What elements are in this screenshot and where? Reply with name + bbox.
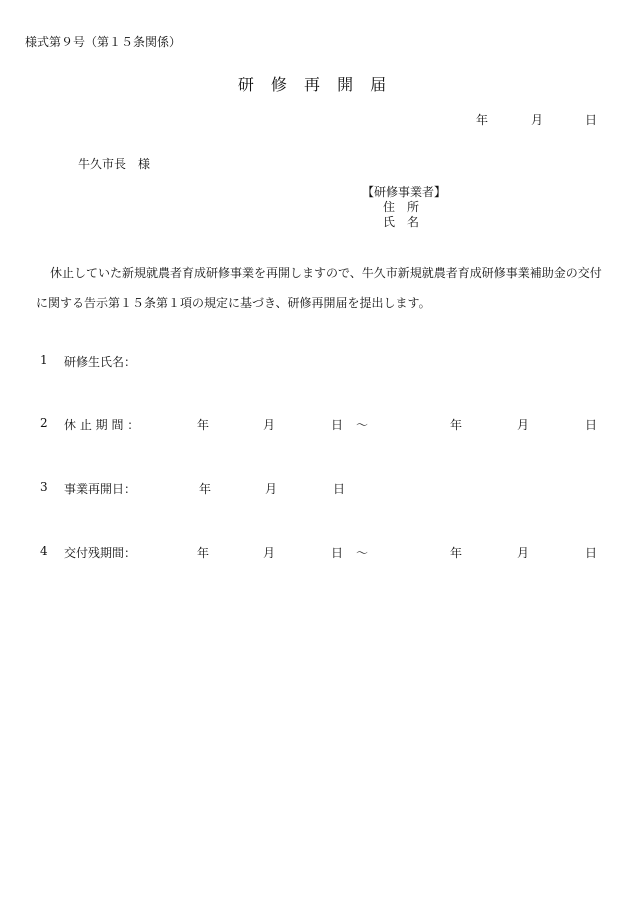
end-year-label: 年	[450, 418, 463, 432]
start-year-label: 年	[197, 418, 210, 432]
range-tilde: ～	[356, 546, 369, 560]
body-paragraph: 休止していた新規就農者育成研修事業を再開しますので、牛久市新規就農者育成研修事業補助金の交付に関する告示第１５条第１項の規定に基づき、研修再開届を提出します。	[36, 266, 602, 310]
item-number: 3	[40, 480, 48, 494]
date-day-label: 日	[585, 113, 598, 127]
document-title: 研 修 再 開 届	[237, 75, 393, 94]
start-year-label: 年	[199, 482, 212, 496]
end-month-label: 月	[517, 418, 530, 432]
end-year-label: 年	[450, 546, 463, 560]
applicant-header: 【研修事業者】	[362, 185, 447, 199]
item-label: 事業再開日：	[64, 482, 137, 496]
applicant-name-label: 氏 名	[383, 215, 420, 229]
item-number: 2	[40, 416, 48, 430]
form-number: 様式第９号（第１５条関係）	[25, 35, 182, 49]
date-month-label: 月	[531, 113, 544, 127]
date-year-label: 年	[476, 113, 489, 127]
start-month-label: 月	[263, 546, 276, 560]
applicant-address-label: 住 所	[383, 200, 420, 214]
start-day-label: 日	[333, 482, 346, 496]
range-tilde: ～	[356, 418, 369, 432]
addressee: 牛久市長 様	[78, 157, 151, 171]
start-day-label: 日	[331, 418, 344, 432]
start-day-label: 日	[331, 546, 344, 560]
item-label: 交付残期間：	[64, 546, 137, 560]
item-label: 研修生氏名：	[64, 355, 137, 369]
end-month-label: 月	[517, 546, 530, 560]
item-number: 1	[40, 353, 48, 367]
end-day-label: 日	[585, 546, 598, 560]
start-month-label: 月	[263, 418, 276, 432]
item-number: 4	[40, 544, 48, 558]
item-label: 休 止 期 間 ：	[64, 418, 140, 432]
start-month-label: 月	[265, 482, 278, 496]
end-day-label: 日	[585, 418, 598, 432]
start-year-label: 年	[197, 546, 210, 560]
